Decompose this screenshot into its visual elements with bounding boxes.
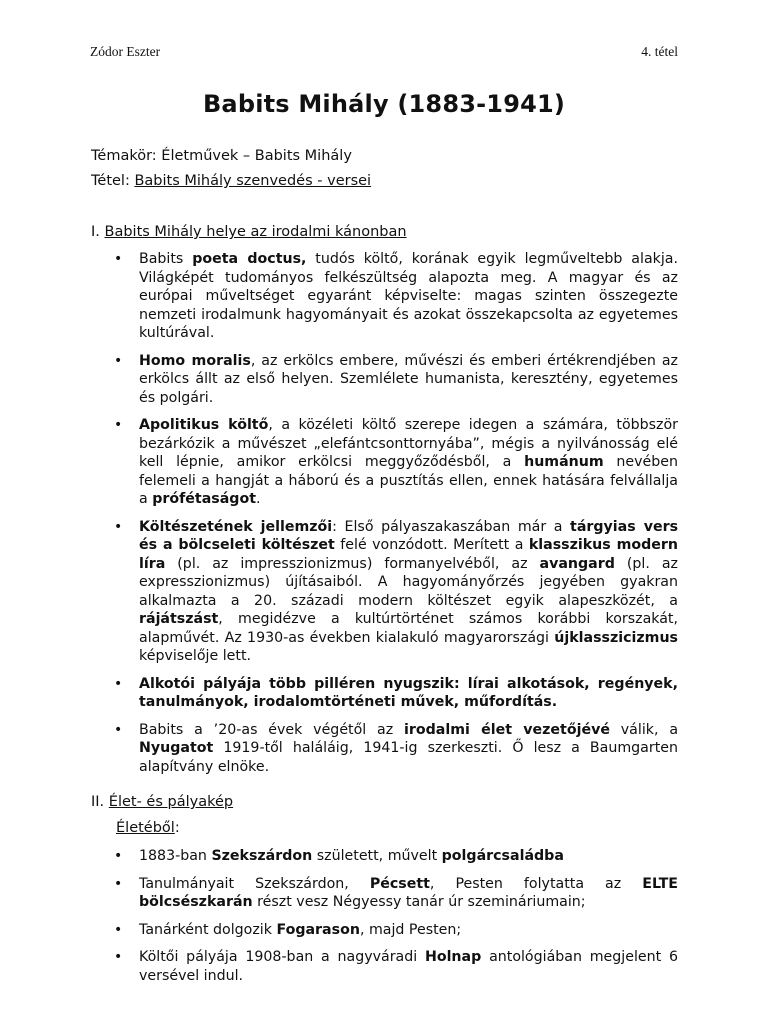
page-title: Babits Mihály (1883-1941) <box>202 90 566 118</box>
list-item: • Homo moralis, az erkölcs embere, művészi és emberi értékrendjében az erkölcs állt az első helyen. Szemlélete humanista, keresztény, egyetemes és polgári. <box>114 352 678 408</box>
section-2-title: Élet- és pályakép <box>108 794 234 810</box>
list-item: • Költészetének jellemzői: Első pályaszakaszában már a tárgyias vers és a bölcseleti költészet felé vonzódott. Merített a klasszikus modern líra (pl. az impresszionizmus) formanyelvéből, az avangard (pl. az expresszionizmus) újításaiból. A hagyományőrzés jegyében gyakran alkalmazta a 20. századi modern költészet egyik alapeszközét, a rájátszást, megidézve a kultúrtörténet számos korábbi korszakát, alapművét. Az 1930-as években kialakuló magyarországi újklasszicizmus képviselője lett. <box>114 518 678 666</box>
life-subheading-colon: : <box>174 820 180 836</box>
list-item: • Apolitikus költő, a közéleti költő szerepe idegen a számára, többször bezárkózik a művészet „elefántcsonttornyába”, mégis a nyilvánosság elé kell lépnie, amikor erkölcsi meggyőződésből, a humánum nevében felemeli a hangját a háború és a pusztítás ellen, ennek hatására felvállalja a prófétaságot. <box>114 416 678 509</box>
page-header <box>90 44 678 64</box>
item-number: 4. tétel <box>641 44 678 59</box>
list-item: • Tanárként dolgozik Fogarason, majd Pesten; <box>114 921 678 940</box>
thesis-label: Tétel: <box>91 173 130 189</box>
topic-label: Témakör: <box>91 148 157 164</box>
thesis-line <box>91 173 371 189</box>
list-item: • Alkotói pályája több pilléren nyugszik: lírai alkotások, regények, tanulmányok, irodalomtörténeti művek, műfordítás. <box>114 675 678 712</box>
life-subheading-label: Életéből <box>116 820 175 836</box>
topic-line <box>91 148 352 164</box>
section-1-number: I. <box>91 224 100 240</box>
section-1-list <box>114 250 678 785</box>
section-2-list <box>114 847 678 994</box>
author-name: Zódor Eszter <box>90 44 161 59</box>
list-item: • Babits a ’20-as évek végétől az irodalmi élet vezetőjévé válik, a Nyugatot 1919-től haláláig, 1941-ig szerkeszti. Ő lesz a Baumgarten alapítvány elnöke. <box>114 721 678 777</box>
topic-value: Életművek – Babits Mihály <box>161 148 352 164</box>
list-item: • 1883-ban Szekszárdon született, művelt polgárcsaládba <box>114 847 678 866</box>
list-item: • Tanulmányait Szekszárdon, Pécsett, Pesten folytatta az ELTE bölcsészkarán részt vesz Négyessy tanár úr szemináriumain; <box>114 875 678 912</box>
section-2-heading <box>91 794 233 810</box>
section-1-heading <box>91 224 407 240</box>
section-1-title: Babits Mihály helye az irodalmi kánonban <box>104 224 407 240</box>
list-item: • Babits poeta doctus, tudós költő, korának egyik legműveltebb alakja. Világképét tudományos felkészültség alapozta meg. A magyar és az európai műveltséget egyaránt képviselte: magas szinten összegezte nemzeti irodalmunk hagyományait és azokat összekapcsolta az egyetemes kultúrával. <box>114 250 678 343</box>
list-item: • Költői pályája 1908-ban a nagyváradi Holnap antológiában megjelent 6 versével indul. <box>114 948 678 985</box>
life-subheading <box>116 820 180 836</box>
section-2-number: II. <box>91 794 105 810</box>
thesis-value: Babits Mihály szenvedés - versei <box>134 173 372 189</box>
